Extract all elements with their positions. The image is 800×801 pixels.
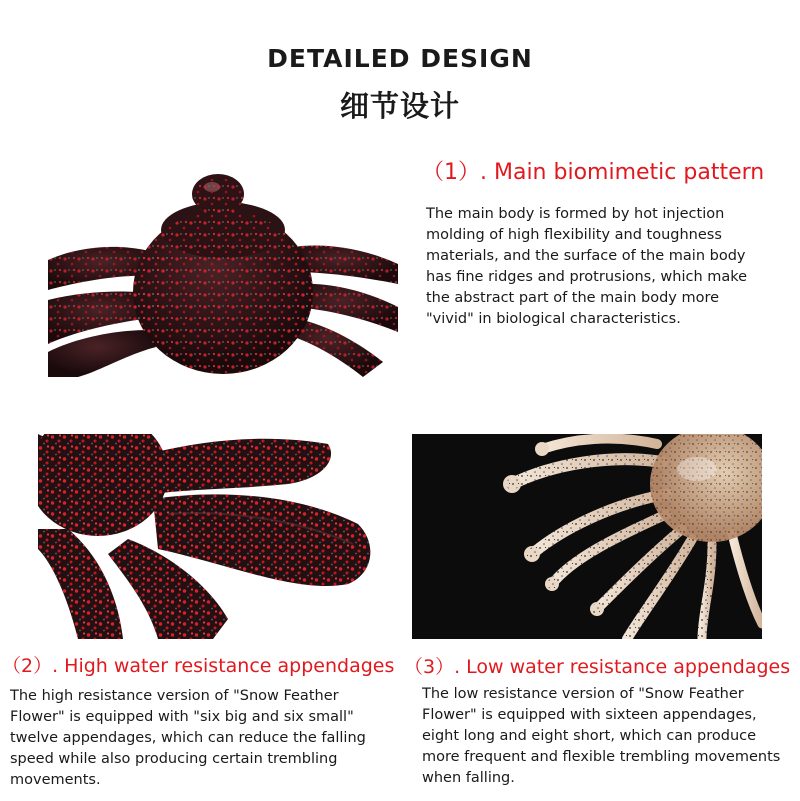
section-1-heading: （1）. Main biomimetic pattern — [422, 160, 765, 185]
page-subtitle-cn: 细节设计 — [339, 89, 460, 123]
section-3-heading: （3）. Low water resistance appendages — [404, 656, 791, 678]
page-title: DETAILED DESIGN — [267, 44, 533, 73]
main-body-photo — [48, 172, 398, 377]
section-1-body: The main body is formed by hot injection molding of high flexibility and toughness materials, and the surface of the main body has fine ridges and protrusions, which make the abstract part of the main body more "vivid" in biological characteristics. — [426, 206, 748, 327]
section-2-heading: （2）. High water resistance appendages — [2, 655, 395, 677]
high-resistance-photo — [38, 434, 376, 639]
section-3-body: The low resistance version of "Snow Feather Flower" is equipped with sixteen appendages, eight long and eight short, which can produce more frequent and flexible trembling movements when falling. — [422, 686, 781, 786]
section-2-body: The high resistance version of "Snow Feather Flower" is equipped with "six big and six small" twelve appendages, which can reduce the falling speed while also producing certain trembling movements. — [10, 688, 366, 788]
low-resistance-photo — [412, 434, 762, 639]
